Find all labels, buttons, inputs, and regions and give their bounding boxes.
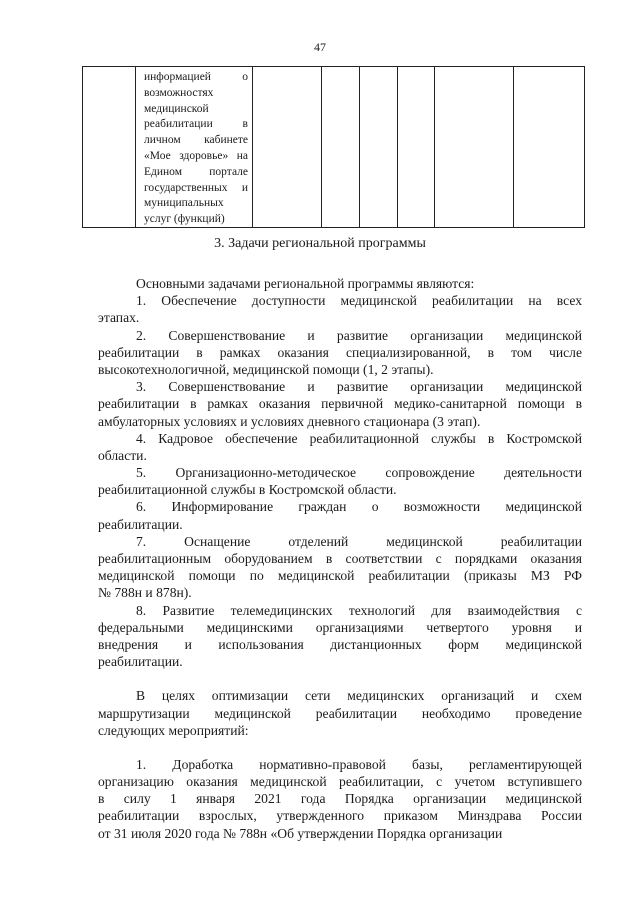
paragraph-line: маршрутизации медицинской реабилитации необходимо проведение [98, 705, 582, 721]
table-cell-line: возможностях [144, 86, 214, 99]
paragraph-line: 6. Информирование граждан о возможности медицинской [136, 499, 582, 515]
paragraph [98, 292, 582, 326]
paragraph-line: 3. Совершенствование и развитие организации медицинской [136, 379, 582, 395]
paragraph-line: 2. Совершенствование и развитие организации медицинской [136, 327, 582, 343]
table-cell [398, 67, 435, 228]
paragraph [98, 533, 582, 602]
table-cell-line: медицинской [144, 102, 209, 115]
paragraph-line: 8. Развитие телемедицинских технологий для взаимодействия с [136, 602, 582, 618]
paragraph-line: 5. Организационно-методическое сопровождение деятельности [136, 465, 582, 481]
table-cell-line: «Мое здоровье» на [144, 149, 248, 162]
paragraph-line: 1. Доработка нормативно-правовой базы, регламентирующей [136, 756, 582, 772]
table-cell [83, 67, 136, 228]
paragraph [98, 464, 582, 498]
table-cell-line: реабилитации в [144, 118, 248, 131]
table-cell [253, 67, 322, 228]
table-cell-line: личном кабинете [144, 134, 248, 147]
page-number: 47 [314, 40, 326, 54]
table-cell-line: информацией о [144, 71, 248, 83]
table-cell-description [136, 67, 253, 228]
paragraph [98, 430, 582, 464]
table-cell [514, 67, 585, 228]
table-cell [435, 67, 514, 228]
paragraph-line: внедрения и использования дистанционных форм медицинской [98, 636, 582, 652]
paragraph-line: В целях оптимизации сети медицинских организаций и схем [136, 688, 582, 704]
paragraph-line: реабилитационным оборудованием в соответствии с порядками оказания [98, 551, 582, 566]
paragraph [98, 378, 582, 430]
paragraph-line: реабилитации. [98, 654, 183, 670]
paragraph [98, 687, 582, 739]
paragraph-line: реабилитационной службы в Костромской области. [98, 482, 397, 498]
section-heading: 3. Задачи региональной программы [214, 236, 426, 251]
paragraph-gap [98, 670, 582, 687]
paragraph-line: реабилитации в рамках оказания первичной медико-санитарной помощи в [98, 396, 582, 412]
paragraph [98, 275, 582, 292]
paragraph-line: 4. Кадровое обеспечение реабилитационной службы в Костромской [136, 430, 582, 446]
paragraph [98, 498, 582, 532]
table-cell [322, 67, 360, 228]
paragraph-line: в силу 1 января 2021 года Порядка организации медицинской [98, 791, 582, 807]
paragraph-line: высокотехнологичной, медицинской помощи (1, 2 этапы). [98, 361, 434, 377]
paragraph-line: области. [98, 447, 147, 463]
paragraph [98, 327, 582, 379]
paragraph-line: Основными задачами региональной программы являются: [136, 276, 475, 291]
paragraph-line: амбулаторных условиях и условиях дневного стационара (3 этап). [98, 413, 481, 429]
table-cell-line: Едином портале [144, 165, 248, 178]
paragraph-line: организацию оказания медицинской реабилитации, с учетом вступившего [98, 774, 582, 790]
paragraph-line: реабилитации. [98, 516, 183, 532]
paragraph-line: 7. Оснащение отделений медицинской реабилитации [136, 533, 582, 549]
body-text [98, 275, 582, 842]
table-row [83, 67, 585, 228]
table-cell-line: услуг (функций) [144, 213, 225, 226]
paragraph [98, 756, 582, 842]
paragraph-gap [98, 739, 582, 756]
paragraph-line: следующих мероприятий: [98, 722, 249, 738]
paragraph [98, 602, 582, 671]
paragraph-line: этапах. [98, 310, 140, 326]
paragraph-line: реабилитации в рамках оказания специализированной, в том числе [98, 344, 582, 360]
paragraph-line: реабилитации взрослых, утвержденного приказом Минздрава России [98, 808, 582, 824]
table-cell [360, 67, 398, 228]
paragraph-line: № 788н и 878н). [98, 585, 192, 601]
continued-table [82, 66, 585, 228]
paragraph-line: федеральными медицинскими организациями четвертого уровня и [98, 619, 582, 635]
paragraph-line: медицинской помощи по медицинской реабилитации (приказы МЗ РФ [98, 568, 582, 584]
paragraph-line: от 31 июля 2020 года № 788н «Об утверждении Порядка организации [98, 825, 503, 841]
table-cell-line: государственных и [144, 181, 248, 194]
paragraph-line: 1. Обеспечение доступности медицинской реабилитации на всех [136, 293, 582, 309]
table-cell-line: муниципальных [144, 197, 224, 210]
